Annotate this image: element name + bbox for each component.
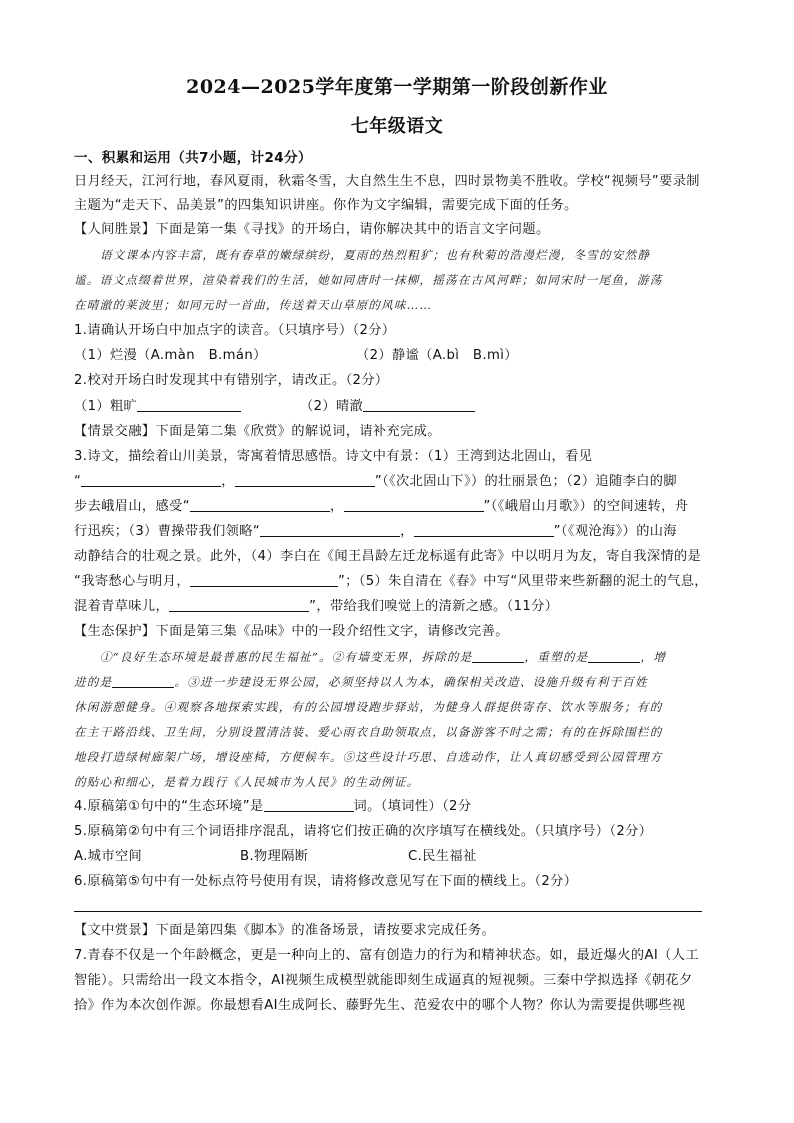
question-3-text: ”（《峨眉山月歌》）的空间速转，舟 [483, 499, 689, 514]
question-3-text: ”，带给我们嗅觉上的清新之感。（11分） [309, 599, 559, 614]
question-1-option-a: （1）烂漫（A.màn B.mán） [74, 348, 267, 363]
question-3-text: 步去峨眉山，感受“ [74, 499, 190, 514]
question-4-text: 词。（填词性）（2分 [353, 799, 472, 814]
intro-line: 日月经天，江河行地，春风夏雨，秋霜冬雪，大自然生生不息，四时景物美不胜收。学校“视频号”要录制 [74, 174, 700, 189]
part3-text-line: 休闲游憩健身。④观察各地探索实践，有的公园增设跑步驿站，为健身人群提供寄存、饮水等服务；有的 [74, 700, 663, 714]
question-2-item-a [74, 397, 314, 417]
part3-text: ，重塑的是 [524, 650, 589, 664]
question-3-line: 动静结合的壮观之景。此外，（4）李白在《闻王昌龄左迁龙标遥有此寄》中以明月为友，寄自我深情的是 [74, 549, 702, 564]
part3-text-line: 在主干路沿线、卫生间，分别设置清洁装、爱心雨衣自助领取点，以备游客不时之需；有的在拆除围栏的 [74, 725, 663, 739]
answer-blank[interactable] [81, 472, 221, 487]
question-7-line: 7.青春不仅是一个年龄概念，更是一种向上的、富有创造力的行为和精神状态。如，最近爆火的AI（人工 [74, 948, 699, 963]
question-5: 5.原稿第②句中有三个词语排序混乱，请将它们按正确的次序填写在横线处。（只填序号）（2分） [74, 824, 653, 839]
answer-blank[interactable] [344, 497, 484, 512]
section-heading: 一、积累和运用（共7小题，计24分） [74, 150, 312, 166]
answer-blank[interactable] [235, 472, 375, 487]
answer-blank[interactable] [260, 522, 400, 537]
answer-line[interactable] [74, 911, 702, 912]
question-7-line: 拾》作为本次创作源。你最想看AI生成阿长、藤野先生、范爱农中的哪个人物？你认为需要提供哪些视 [74, 998, 686, 1013]
part3-text-line [74, 647, 720, 667]
part3-header: 【生态保护】下面是第三集《品味》中的一段介绍性文字，请修改完善。 [74, 624, 509, 639]
question-6: 6.原稿第⑤句中有一处标点符号使用有误，请将修改意见写在下面的横线上。（2分） [74, 874, 578, 889]
part1-header: 【人间胜景】下面是第一集《寻找》的开场白，请你解决其中的语言文字问题。 [74, 222, 550, 237]
answer-blank[interactable] [414, 522, 554, 537]
part3-text-line: 的贴心和细心，是着力践行《人民城市为人民》的生动例证。 [74, 775, 420, 789]
question-2: 2.校对开场白时发现其中有错别字，请改正。（2分） [74, 373, 389, 388]
part4-header: 【文中赏景】下面是第四集《脚本》的准备场景，请按要求完成任务。 [74, 923, 496, 938]
part2-header: 【情景交融】下面是第二集《欣赏》的解说词，请补充完成。 [74, 424, 441, 439]
answer-blank[interactable] [112, 673, 174, 688]
part3-text: ，增 [640, 650, 667, 664]
answer-blank[interactable] [264, 797, 354, 812]
answer-blank[interactable] [363, 397, 475, 412]
question-5-option-c: C.民生福祉 [408, 849, 477, 864]
question-4-text: 4.原稿第①句中的“生态环境”是 [74, 799, 264, 814]
question-3-line [74, 472, 724, 492]
part1-text-line: 谧。语文点缀着世界，渲染着我们的生活，她如同唐时一抹柳，摇荡在古风河畔；如同宋时一尾鱼，游荡 [74, 273, 663, 287]
page-subtitle: 七年级语文 [350, 116, 444, 137]
comma: ， [400, 524, 414, 539]
part3-text: ①“良好生态环境是最普惠的民生福祉”。②有墙变无界，拆除的是 [100, 650, 473, 664]
part3-text-line: 地段打造绿树廊架广场，增设座椅，方便候车。⑤这些设计巧思、自选动作，让人真切感受到公园管理方 [74, 750, 663, 764]
question-3-line [74, 597, 724, 617]
question-5-option-a: A.城市空间 [74, 849, 143, 864]
answer-blank[interactable] [137, 397, 241, 412]
question-3-text: 混着青草味儿， [74, 599, 170, 614]
answer-blank[interactable] [588, 648, 640, 663]
part3-text: 进的是 [74, 675, 113, 689]
answer-blank[interactable] [472, 648, 524, 663]
part3-text-line [74, 672, 720, 692]
answer-blank[interactable] [169, 597, 309, 612]
question-3-text: 行迅疾；（3）曹操带我们领略“ [74, 524, 261, 539]
question-3-text: “我寄愁心与明月， [74, 574, 190, 589]
question-3-text: ”（《观沧海》）的山海 [553, 524, 677, 539]
question-3-text: ”；（5）朱自清在《春》中写“风里带来些新翻的泥土的气息， [337, 574, 708, 589]
question-4 [74, 797, 724, 817]
question-3-line [74, 497, 724, 517]
part3-text: 。③进一步建设无界公园，必须坚持以人为本，确保相关改造、设施升级有利于百姓 [174, 675, 648, 689]
part1-text-line: 语文课本内容丰富，既有春草的嫩绿缤纷，夏雨的热烈粗犷；也有秋菊的浩漫烂漫，冬雪的安然静 [100, 248, 651, 262]
comma: ， [221, 474, 235, 489]
question-7-line: 智能）。只需给出一段文本指令，AI视频生成模型就能即刻生成逼真的短视频。三秦中学拟选择《朝花夕 [74, 973, 693, 988]
quote-mark: “ [74, 474, 82, 489]
comma: ， [329, 499, 344, 514]
question-1-option-b: （2）静谧（A.bì B.mì） [356, 348, 518, 363]
question-2-item-a-label: （1）粗旷 [74, 399, 138, 414]
question-5-option-b: B.物理隔断 [240, 849, 309, 864]
question-3-text: ”（《次北固山下》）的壮丽景色；（2）追随李白的脚 [374, 474, 677, 489]
question-3-line [74, 522, 724, 542]
intro-line: 主题为“走天下、品美景”的四集知识讲座。你作为文字编辑，需要完成下面的任务。 [74, 198, 578, 213]
question-1: 1.请确认开场白中加点字的读音。（只填序号）（2分） [74, 323, 396, 338]
question-2-item-b [300, 397, 560, 417]
part1-text-line: 在晴澈的莱波里；如同元时一首曲，传送着天山草原的风味…… [74, 298, 433, 312]
question-2-item-b-label: （2）晴澈 [300, 399, 364, 414]
question-3-line [74, 572, 724, 592]
answer-blank[interactable] [190, 572, 338, 587]
question-3-line: 3.诗文，描绘着山川美景，寄寓着情思感悟。诗文中有景：（1）王湾到达北固山，看见 [74, 449, 593, 464]
page-title: 2024—2025学年度第一学期第一阶段创新作业 [186, 76, 608, 98]
answer-blank[interactable] [190, 497, 330, 512]
